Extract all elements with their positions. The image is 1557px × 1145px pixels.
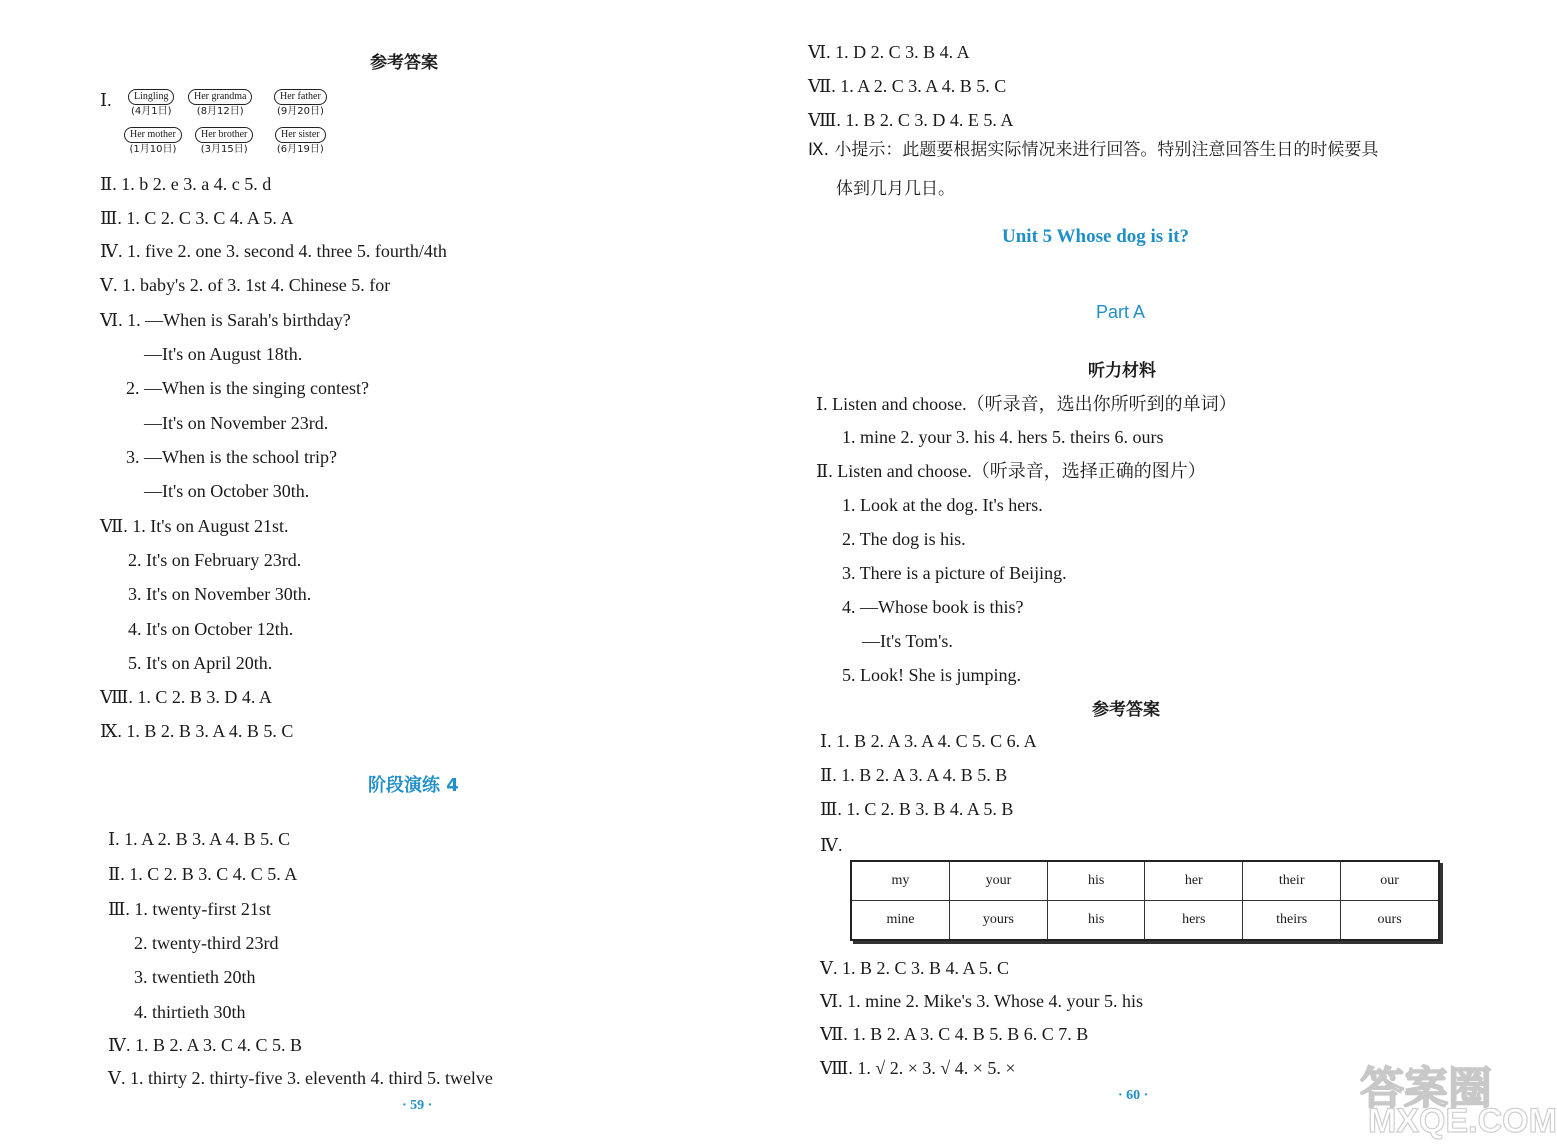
family-name: Her brother xyxy=(195,127,253,143)
family-item xyxy=(128,86,174,119)
watermark-site: MXQE.COM xyxy=(1368,1102,1557,1140)
listening-line: Ⅰ. Listen and choose.（听录音，选出你所听到的单词） xyxy=(816,394,1237,414)
table-cell: our xyxy=(1341,861,1439,901)
answer-line: Ⅰ. 1. B 2. A 3. A 4. C 5. C 6. A xyxy=(820,731,1037,751)
answer-line: Ⅷ. 1. C 2. B 3. D 4. A xyxy=(100,687,272,707)
table-cell: yours xyxy=(949,901,1047,941)
listening-line: 5. Look! She is jumping. xyxy=(842,665,1021,685)
answer-line: 2. It's on February 23rd. xyxy=(128,550,302,570)
answer-line: —It's on November 23rd. xyxy=(144,413,329,433)
answer-line: 2. —When is the singing contest? xyxy=(126,378,369,398)
answer-line: Ⅵ. 1. mine 2. Mike's 3. Whose 4. your 5. his xyxy=(820,991,1143,1011)
answer-line: Ⅱ. 1. B 2. A 3. A 4. B 5. B xyxy=(820,765,1008,785)
family-name: Her mother xyxy=(124,127,182,143)
stage-line: 4. thirtieth 30th xyxy=(134,1002,246,1022)
table-cell: your xyxy=(949,861,1047,901)
stage-title: 阶段演练 4 xyxy=(368,775,459,796)
answer-line: Ⅴ. 1. baby's 2. of 3. 1st 4. Chinese 5. for xyxy=(100,275,391,295)
family-label: Ⅰ. xyxy=(100,90,112,110)
table-row xyxy=(851,901,1439,941)
table-cell: ours xyxy=(1341,901,1439,941)
answer-line: Ⅶ. 1. A 2. C 3. A 4. B 5. C xyxy=(808,76,1007,96)
family-name: Her grandma xyxy=(188,89,252,105)
table-cell: mine xyxy=(851,901,949,941)
answer-line: Ⅳ. xyxy=(820,835,843,855)
answer-line: Ⅴ. 1. B 2. C 3. B 4. A 5. C xyxy=(820,958,1010,978)
page-number: · 60 · xyxy=(1118,1088,1149,1103)
listening-line: 1. mine 2. your 3. his 4. hers 5. theirs 6. ours xyxy=(842,427,1164,447)
listening-line: 4. —Whose book is this? xyxy=(842,597,1024,617)
answer-line: —It's on October 30th. xyxy=(144,481,310,501)
listening-line: 1. Look at the dog. It's hers. xyxy=(842,495,1043,515)
answer-line: Ⅶ. 1. It's on August 21st. xyxy=(100,516,289,536)
answer-line: 3. —When is the school trip? xyxy=(126,447,337,467)
answer-line: —It's on August 18th. xyxy=(144,344,303,364)
pronoun-table xyxy=(850,860,1440,941)
listening-line: 3. There is a picture of Beijing. xyxy=(842,563,1067,583)
answer-line: Ⅷ. 1. B 2. C 3. D 4. E 5. A xyxy=(808,110,1014,130)
answer-line: Ⅶ. 1. B 2. A 3. C 4. B 5. B 6. C 7. B xyxy=(820,1024,1089,1044)
table-cell: his xyxy=(1047,901,1144,941)
table-cell: her xyxy=(1145,861,1243,901)
family-date: (1月10日) xyxy=(129,144,177,155)
family-name: Her father xyxy=(274,89,327,105)
stage-line: Ⅳ. 1. B 2. A 3. C 4. C 5. B xyxy=(108,1035,303,1055)
answer-line: Ⅷ. 1. √ 2. × 3. √ 4. × 5. × xyxy=(820,1058,1016,1078)
answer-line: 3. It's on November 30th. xyxy=(128,584,312,604)
family-item xyxy=(195,124,253,157)
family-date: (6月19日) xyxy=(276,144,324,155)
family-item xyxy=(188,86,252,119)
listening-line: 2. The dog is his. xyxy=(842,529,966,549)
table-cell: hers xyxy=(1145,901,1243,941)
answer-line: 4. It's on October 12th. xyxy=(128,619,294,639)
table-cell: my xyxy=(851,861,949,901)
left-page xyxy=(0,0,768,1145)
table-row xyxy=(851,861,1439,901)
family-name: Lingling xyxy=(128,89,174,105)
family-date: (8月12日) xyxy=(196,106,244,117)
watermark-logo: 答案圈 xyxy=(1360,1064,1492,1113)
answer-line: Ⅲ. 1. C 2. B 3. B 4. A 5. B xyxy=(820,799,1014,819)
listening-line: —It's Tom's. xyxy=(862,631,953,651)
family-name: Her sister xyxy=(275,127,326,143)
page-number: · 59 · xyxy=(402,1098,433,1113)
table-cell: theirs xyxy=(1243,901,1341,941)
listening-heading: 听力材料 xyxy=(1088,361,1156,381)
family-item xyxy=(275,124,326,157)
stage-line: Ⅱ. 1. C 2. B 3. C 4. C 5. A xyxy=(108,864,298,884)
stage-line: Ⅰ. 1. A 2. B 3. A 4. B 5. C xyxy=(108,829,291,849)
stage-line: Ⅴ. 1. thirty 2. thirty-five 3. eleventh 4. third 5. twelve xyxy=(108,1068,493,1088)
answer-line: Ⅱ. 1. b 2. e 3. a 4. c 5. d xyxy=(100,174,272,194)
family-date: (4月1日) xyxy=(130,106,172,117)
listening-line: Ⅱ. Listen and choose.（听录音，选择正确的图片） xyxy=(816,461,1206,481)
family-date: (9月20日) xyxy=(276,106,324,117)
family-date: (3月15日) xyxy=(200,144,248,155)
tip-line: Ⅸ. 小提示：此题要根据实际情况来进行回答。特别注意回答生日的时候要具 xyxy=(808,140,1379,160)
answer-line: Ⅲ. 1. C 2. C 3. C 4. A 5. A xyxy=(100,208,294,228)
answer-heading: 参考答案 xyxy=(370,53,438,73)
part-title: Part A xyxy=(1096,302,1146,322)
stage-line: 2. twenty-third 23rd xyxy=(134,933,279,953)
family-item xyxy=(124,124,182,157)
family-item xyxy=(274,86,327,119)
answer-line: Ⅵ. 1. —When is Sarah's birthday? xyxy=(100,310,351,330)
unit-title: Unit 5 Whose dog is it? xyxy=(1002,226,1190,247)
answer-line: Ⅵ. 1. D 2. C 3. B 4. A xyxy=(808,42,970,62)
tip-line: 体到几月几日。 xyxy=(836,179,955,199)
stage-line: Ⅲ. 1. twenty-first 21st xyxy=(108,899,271,919)
table-cell: his xyxy=(1047,861,1144,901)
answer-line: 5. It's on April 20th. xyxy=(128,653,273,673)
answer-heading: 参考答案 xyxy=(1092,700,1160,720)
right-page xyxy=(768,0,1557,1145)
table-cell: their xyxy=(1243,861,1341,901)
answer-line: Ⅸ. 1. B 2. B 3. A 4. B 5. C xyxy=(100,721,294,741)
answer-line: Ⅳ. 1. five 2. one 3. second 4. three 5. fourth/4th xyxy=(100,241,447,261)
stage-line: 3. twentieth 20th xyxy=(134,967,256,987)
